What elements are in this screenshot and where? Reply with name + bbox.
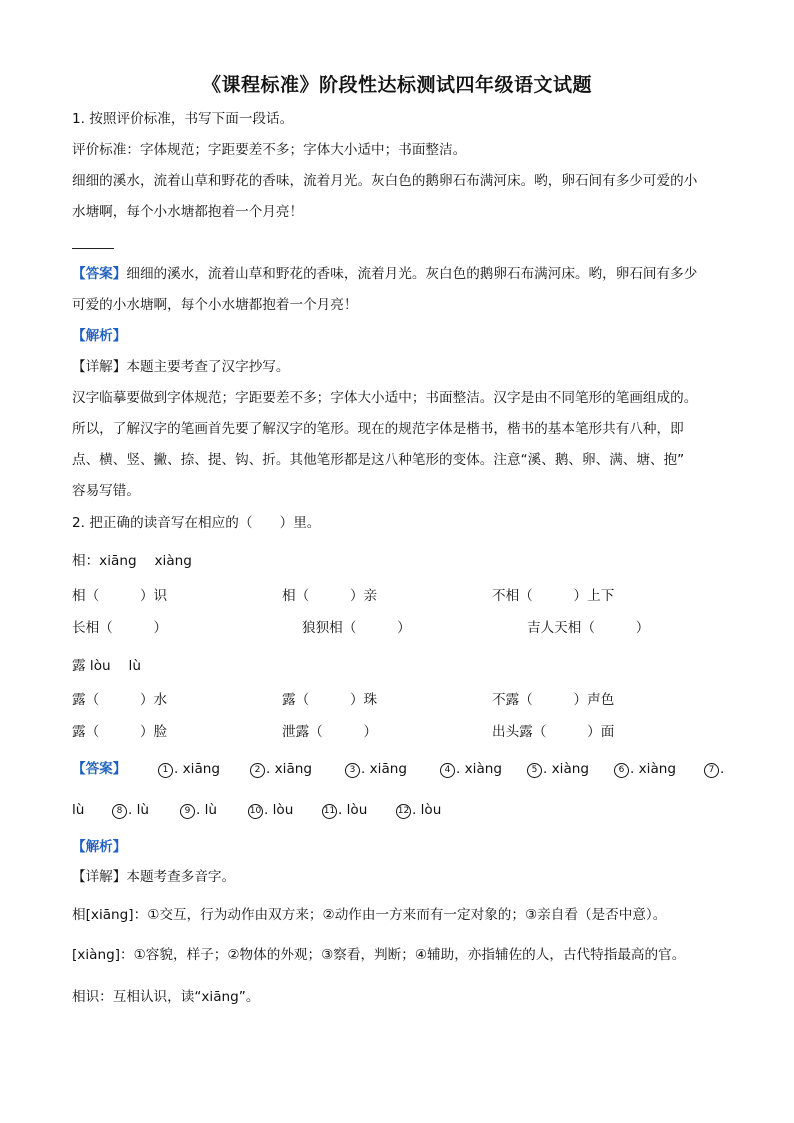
answer-reading: . lòu <box>264 802 294 818</box>
q2-blank-item: 泄露（ ） <box>282 724 378 740</box>
q1-detail <box>72 358 290 376</box>
q2-blank-item: 不相（ ）上下 <box>492 588 615 604</box>
answer-item <box>180 801 217 819</box>
answer-item <box>614 760 676 778</box>
q1-passage-line2: 水塘啊，每个小水塘都抱着一个月亮！ <box>72 204 304 220</box>
q2-explanation-line3: 相识：互相认识，读“xiāng”。 <box>72 989 260 1005</box>
answer-reading: . lòu <box>338 802 368 818</box>
answer-reading: . xiàng <box>456 761 503 777</box>
q1-explanation-line4: 容易写错。 <box>72 483 140 499</box>
q2-blank-item: 露（ ）水 <box>72 692 168 708</box>
q2-blank-item: 相（ ）亲 <box>282 588 378 604</box>
q2-detail-text: 本题考查多音字。 <box>126 869 236 885</box>
q1-answer-line1 <box>72 265 697 283</box>
answer-item <box>250 760 312 778</box>
q2-blank-item: 露（ ）脸 <box>72 724 168 740</box>
q1-criteria: 评价标准：字体规范；字距要差不多；字体大小适中；书面整洁。 <box>72 142 467 158</box>
q2-stem: 2. 把正确的读音写在相应的（ ）里。 <box>72 515 321 531</box>
q1-detail-text: 本题主要考查了汉字抄写。 <box>126 359 290 375</box>
circled-number: 1 <box>158 763 173 778</box>
page-title: 《课程标准》阶段性达标测试四年级语文试题 <box>201 74 592 96</box>
q1-passage-line1: 细细的溪水，流着山草和野花的香味，流着月光。灰白色的鹅卵石布满河床。哟，卵石间有多少可爱的小 <box>72 173 698 189</box>
q1-explanation-line2: 所以，了解汉字的笔画首先要了解汉字的笔形。现在的规范字体是楷书，楷书的基本笔形共有八种，即 <box>72 421 684 437</box>
analysis-label: 【解析】 <box>72 839 127 855</box>
answer-reading: lù <box>72 802 85 818</box>
circled-number: 7 <box>704 763 719 778</box>
answer-reading: . xiàng <box>543 761 590 777</box>
answer-item <box>112 801 149 819</box>
q1-explanation-line1: 汉字临摹要做到字体规范；字距要差不多；字体大小适中；书面整洁。汉字是由不同笔形的笔画组成的。 <box>72 390 698 406</box>
analysis-label: 【解析】 <box>72 328 127 344</box>
q2-blank-item: 狼狈相（ ） <box>302 620 411 636</box>
answer-label: 【答案】 <box>72 761 127 777</box>
detail-label: 【详解】 <box>72 359 127 375</box>
q1-stem: 1. 按照评价标准，书写下面一段话。 <box>72 111 294 127</box>
answer-item <box>248 801 293 819</box>
answer-reading: . lòu <box>412 802 442 818</box>
answer-item <box>396 801 441 819</box>
circled-number: 12 <box>396 804 411 819</box>
answer-item <box>527 760 589 778</box>
q2-blank-item: 长相（ ） <box>72 620 168 636</box>
q2-group2-heading: 露 lòu lù <box>72 658 141 674</box>
answer-blank-line <box>72 248 114 249</box>
q2-blank-item: 不露（ ）声色 <box>492 692 615 708</box>
answer-reading: . lù <box>128 802 150 818</box>
answer-label: 【答案】 <box>72 266 127 282</box>
q2-explanation-line2: [xiàng]：①容貌，样子；②物体的外观；③察看，判断；④辅助，亦指辅佐的人，古代特指最高的官。 <box>72 947 686 963</box>
q1-answer-line2: 可爱的小水塘啊，每个小水塘都抱着一个月亮！ <box>72 297 358 313</box>
q2-blank-item: 露（ ）珠 <box>282 692 378 708</box>
q1-explanation-line3: 点、横、竖、撇、捺、提、钩、折。其他笔形都是这八种笔形的变体。注意“溪、鹅、卵、满、塘、抱” <box>72 452 685 468</box>
answer-item <box>322 801 367 819</box>
answer-reading: . xiāng <box>174 761 221 777</box>
circled-number: 6 <box>614 763 629 778</box>
q2-explanation-line1: 相[xiāng]：①交互，行为动作由双方来；②动作由一方来而有一定对象的；③亲自看（是否中意）。 <box>72 907 667 923</box>
answer-item <box>704 760 724 778</box>
answer-reading: . xiàng <box>630 761 677 777</box>
circled-number: 2 <box>250 763 265 778</box>
answer-item <box>440 760 502 778</box>
circled-number: 3 <box>345 763 360 778</box>
circled-number: 10 <box>248 804 263 819</box>
circled-number: 5 <box>527 763 542 778</box>
q1-answer-text1: 细细的溪水，流着山草和野花的香味，流着月光。灰白色的鹅卵石布满河床。哟，卵石间有多少 <box>126 266 698 282</box>
answer-reading: . lù <box>196 802 218 818</box>
q2-blank-item: 吉人天相（ ） <box>527 620 650 636</box>
answer-reading: . xiāng <box>266 761 313 777</box>
answer-item <box>345 760 407 778</box>
q2-detail <box>72 868 235 886</box>
detail-label: 【详解】 <box>72 869 127 885</box>
answer-reading: . xiāng <box>361 761 408 777</box>
q2-blank-item: 出头露（ ）面 <box>492 724 615 740</box>
q2-blank-item: 相（ ）识 <box>72 588 168 604</box>
answer-item <box>158 760 220 778</box>
circled-number: 9 <box>180 804 195 819</box>
circled-number: 11 <box>322 804 337 819</box>
circled-number: 4 <box>440 763 455 778</box>
circled-number: 8 <box>112 804 127 819</box>
answer-reading: . <box>720 761 725 777</box>
q2-group1-heading: 相：xiāng xiàng <box>72 553 192 569</box>
